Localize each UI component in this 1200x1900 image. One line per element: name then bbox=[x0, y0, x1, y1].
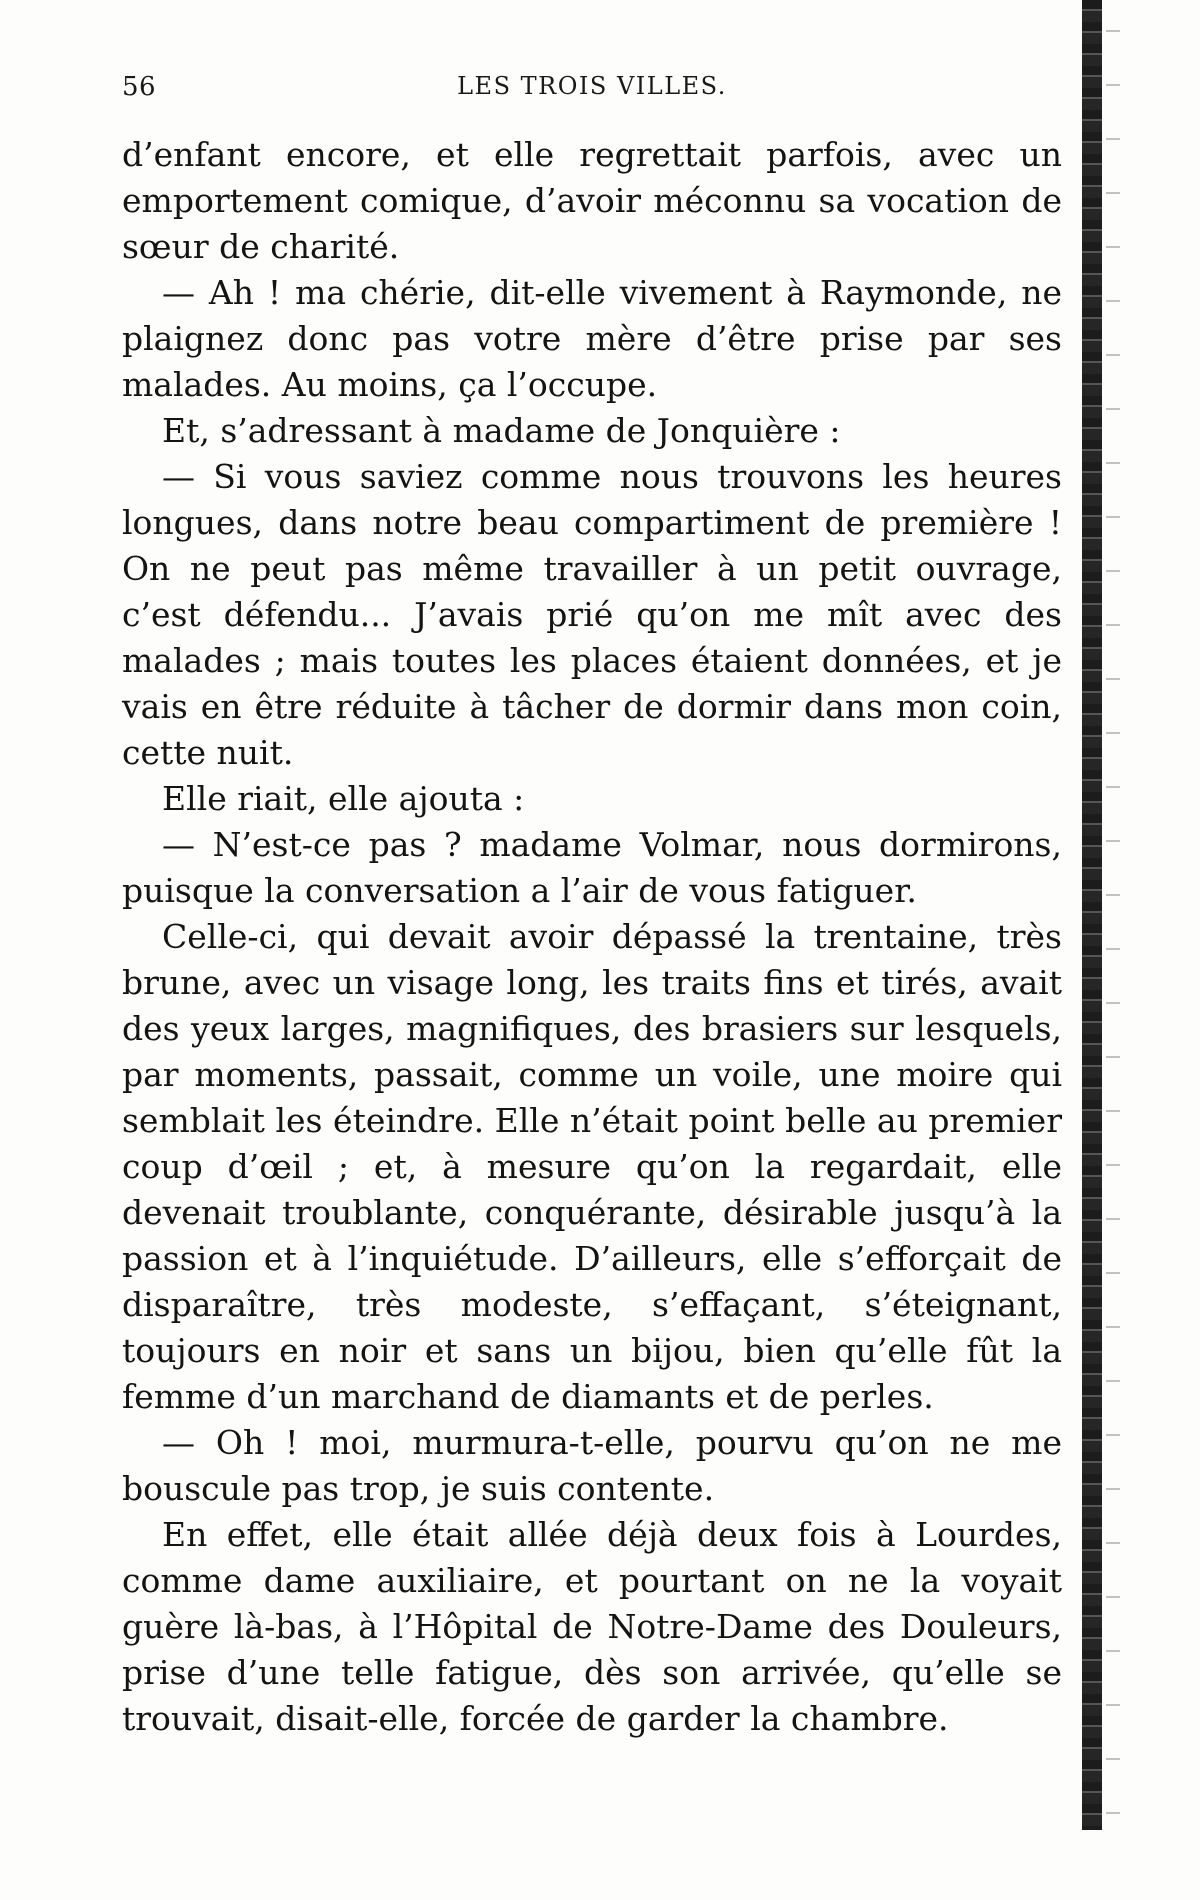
paragraph: — Ah ! ma chérie, dit-elle vivement à Raymonde, ne plaignez donc pas votre mère d’être prise par ses malades. Au moins, ça l’occupe. bbox=[122, 273, 1062, 404]
body-text bbox=[122, 132, 1062, 1742]
paragraph: — Oh ! moi, murmura-t-elle, pourvu qu’on ne me bouscule pas trop, je suis contente. bbox=[122, 1423, 1062, 1508]
page-number: 56 bbox=[122, 72, 157, 102]
running-title: LES TROIS VILLES. bbox=[457, 72, 727, 100]
paragraph: Elle riait, elle ajouta : bbox=[162, 779, 525, 818]
paragraph: Et, s’adressant à madame de Jonquière : bbox=[162, 411, 841, 450]
paragraph: Celle-ci, qui devait avoir dépassé la trentaine, très brune, avec un visage long, les traits fins et tirés, avait des yeux larges, magnifiques, des brasiers sur lesquels, par moments, passait, comme un voile, une moire qui semblait les éteindre. Elle n’était point belle au premier coup d’œil ; et, à mesure qu’on la regardait, elle devenait troublante, conquérante, désirable jusqu’à la passion et à l’inquiétude. D’ailleurs, elle s’efforçait de disparaître, très modeste, s’effaçant, s’éteignant, toujours en noir et sans un bijou, bien qu’elle fût la femme d’un marchand de diamants et de perles. bbox=[122, 917, 1062, 1416]
page-edge-shadow bbox=[1106, 0, 1120, 1830]
paragraph: d’enfant encore, et elle regrettait parfois, avec un emportement comique, d’avoir méconnu sa vocation de sœur de charité. bbox=[122, 135, 1062, 266]
page-binding-edge bbox=[1082, 0, 1102, 1830]
paragraph: — Si vous saviez comme nous trouvons les heures longues, dans notre beau compartiment de première ! On ne peut pas même travailler à un petit ouvrage, c’est défendu... J’avais prié qu’on me mît avec des malades ; mais toutes les places étaient données, et je vais en être réduite à tâcher de dormir dans mon coin, cette nuit. bbox=[122, 457, 1062, 772]
paragraph: — N’est-ce pas ? madame Volmar, nous dormirons, puisque la conversation a l’air de vous fatiguer. bbox=[122, 825, 1062, 910]
paragraph: En effet, elle était allée déjà deux fois à Lourdes, comme dame auxiliaire, et pourtant on ne la voyait guère là-bas, à l’Hôpital de Notre-Dame des Douleurs, prise d’une telle fatigue, dès son arrivée, qu’elle se trouvait, disait-elle, forcée de garder la chambre. bbox=[122, 1515, 1062, 1738]
page-header bbox=[122, 72, 1062, 112]
